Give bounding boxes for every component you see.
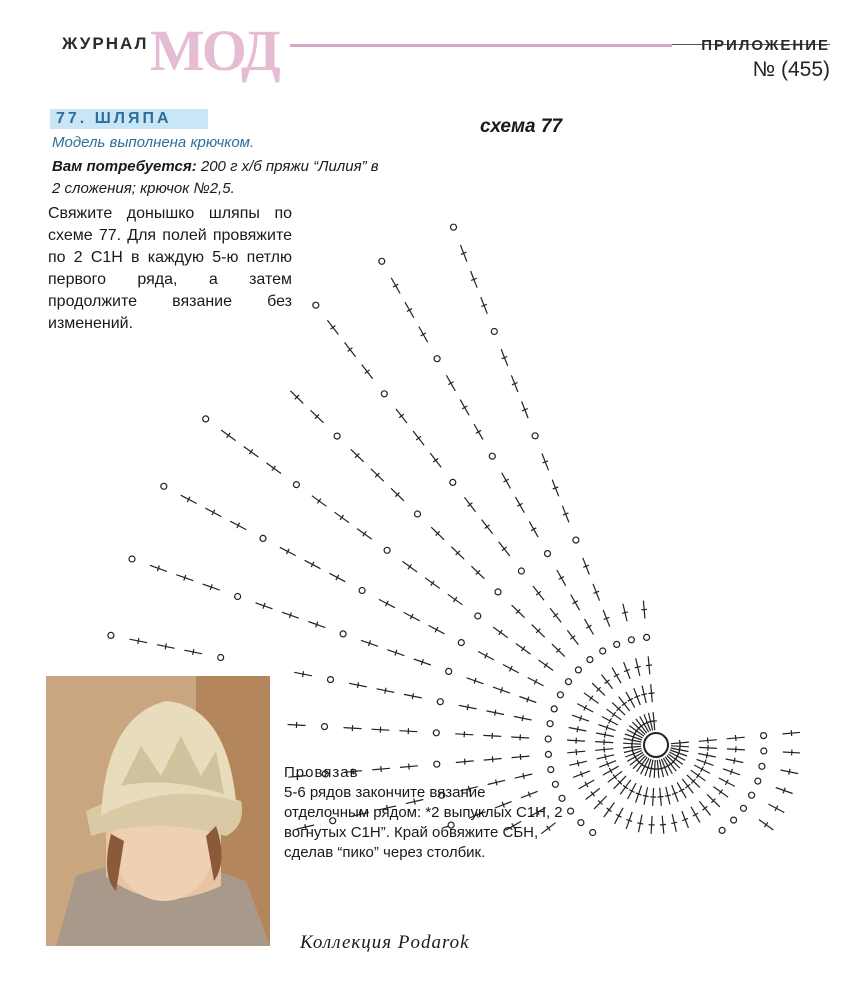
stitch-crossbar-mark [637,823,643,824]
chain-stitch-mark [446,668,452,674]
stitch-crossbar-mark [735,735,736,741]
stitch-crossbar-mark [495,710,496,716]
stitch-crossbar-mark [522,715,523,721]
chain-stitch-mark [415,511,421,517]
chain-stitch-mark [573,537,579,543]
chain-stitch-mark [545,551,551,557]
hat-photo [46,676,270,946]
article-title: 77. ШЛЯПА [56,110,172,127]
chain-stitch-mark [433,730,439,736]
stitch-crossbar-mark [165,644,166,650]
finishing-body: 5-6 рядов закончите вязание отделочным рядом: *2 выпуклых С1Н, 2 вогнутых С1Н”. Край обвяжите СБН, сделав “пико” через столбик. [284,784,563,861]
stitch-crossbar-mark [708,738,709,744]
stitch-crossbar-mark [623,785,628,789]
chain-stitch-mark [161,483,167,489]
stitch-crossbar-mark [649,693,655,694]
stitch-crossbar-mark [408,564,412,569]
chain-stitch-mark [719,827,725,833]
chain-stitch-mark [518,568,524,574]
chain-stitch-mark [557,692,563,698]
stitch-crossbar-mark [453,597,457,602]
stitch-crossbar-mark [544,663,548,668]
chain-stitch-mark [759,763,765,769]
chain-stitch-mark [203,416,209,422]
chain-stitch-mark [761,733,767,739]
chain-stitch-mark [587,657,593,663]
stitch-crossbar-mark [658,797,664,798]
chain-stitch-mark [755,778,761,784]
stitch-crossbar-mark [363,531,367,536]
materials-text: 200 г х/б пряжи “Лилия” в 2 сложения; крючок №2,5. [52,158,379,197]
stitch-crossbar-mark [272,466,276,471]
materials-label: Вам потребуется: [52,158,197,175]
chain-stitch-mark [749,792,755,798]
chain-stitch-mark [578,820,584,826]
chain-stitch-mark [532,433,538,439]
chain-stitch-mark [381,391,387,397]
stitch-crossbar-mark [612,712,616,717]
chain-stitch-mark [731,817,737,823]
chain-stitch-mark [644,634,650,640]
finishing-lead: Провязав [284,764,359,781]
chain-stitch-mark [491,329,497,335]
chain-stitch-mark [458,640,464,646]
chain-stitch-mark [260,535,266,541]
stitch-crossbar-mark [340,515,344,520]
stitch-crossbar-mark [499,630,503,635]
stitch-crossbar-mark [577,726,578,732]
chain-stitch-mark [590,830,596,836]
stitch-crossbar-mark [604,747,605,753]
chain-stitch-mark [313,302,319,308]
chain-stitch-mark [551,706,557,712]
chain-stitch-mark [761,748,767,754]
stitch-crossbar-mark [576,749,577,755]
stitch-crossbar-mark [357,682,358,688]
stitch-crossbar-mark [607,808,612,812]
stitch-crossbar-mark [589,696,593,701]
stitch-crossbar-mark [193,649,194,655]
chain-stitch-mark [545,751,551,757]
stitch-crossbar-mark [641,609,647,610]
chain-stitch-mark [359,588,365,594]
stitch-crossbar-mark [635,666,641,667]
stitch-crossbar-mark [138,638,139,644]
stitch-crossbar-mark [696,773,700,778]
stitch-crossbar-mark [764,822,768,827]
chain-stitch-mark [547,721,553,727]
stitch-crossbar-mark [643,795,649,796]
stitch-crossbar-mark [492,756,493,762]
stitch-crossbar-mark [227,433,231,438]
chain-stitch-mark [489,453,495,459]
stitch-crossbar-mark [660,824,666,825]
stitch-crossbar-mark [577,760,578,766]
stitch-crossbar-mark [317,499,321,504]
chain-stitch-mark [322,724,328,730]
scheme-title: схема 77 [480,116,563,137]
chain-stitch-mark [340,631,346,637]
stitch-crossbar-mark [646,665,652,666]
chain-stitch-mark [451,224,457,230]
chain-stitch-mark [475,613,481,619]
chain-stitch-mark [566,679,572,685]
magazine-logo: МОД [150,18,278,83]
chain-stitch-mark [218,655,224,661]
stitch-crossbar-mark [385,688,386,694]
chain-stitch-mark [628,637,634,643]
stitch-crossbar-mark [412,693,413,699]
chain-stitch-mark [129,556,135,562]
chain-stitch-mark [495,589,501,595]
chain-stitch-mark [235,594,241,600]
stitch-crossbar-mark [521,646,525,651]
instructions-text: Свяжите донышко шляпы по схеме 77. Для полей провяжите по 2 С1Н в каждую 5-ю петлю первого ряда, а затем продолжите вязание без изменений. [48,205,292,332]
chain-stitch-mark [334,433,340,439]
chain-stitch-mark [434,356,440,362]
stitch-crossbar-mark [303,671,304,677]
chain-stitch-mark [741,805,747,811]
chain-stitch-mark [545,736,551,742]
supplement-label: ПРИЛОЖЕНИЕ [701,37,830,54]
stitch-crossbar-mark [734,758,735,764]
chart-center-ring [644,733,668,757]
stitch-crossbar-mark [665,795,671,796]
chain-stitch-mark [328,677,334,683]
stitch-crossbar-mark [467,704,468,710]
stitch-crossbar-mark [605,754,606,760]
stitch-crossbar-mark [249,449,253,454]
chain-stitch-mark [614,641,620,647]
chain-stitch-mark [575,667,581,673]
stitch-crossbar-mark [604,732,605,738]
stitch-crossbar-mark [680,740,681,746]
stitch-crossbar-mark [622,612,628,613]
chain-stitch-mark [450,479,456,485]
chain-stitch-mark [293,482,299,488]
stitch-crossbar-mark [789,769,790,775]
stitch-crossbar-mark [791,730,792,736]
stitch-crossbar-mark [706,752,707,758]
chain-stitch-mark [437,699,443,705]
chain-stitch-mark [379,258,385,264]
issue-number: № (455) [752,58,830,81]
journal-label: ЖУРНАЛ [62,34,149,53]
header-rule [290,44,672,47]
chain-stitch-mark [108,632,114,638]
model-line: Модель выполнена крючком. [52,134,255,151]
chain-stitch-mark [384,547,390,553]
stitch-crossbar-mark [671,822,677,823]
finishing-text [284,763,574,863]
chain-stitch-mark [600,648,606,654]
stitch-crossbar-mark [431,581,435,586]
stitch-crossbar-mark [719,790,723,795]
stitch-crossbar-mark [520,754,521,760]
stitch-crossbar-mark [641,694,647,695]
collection-credit: Коллекция Podarok [300,932,470,953]
